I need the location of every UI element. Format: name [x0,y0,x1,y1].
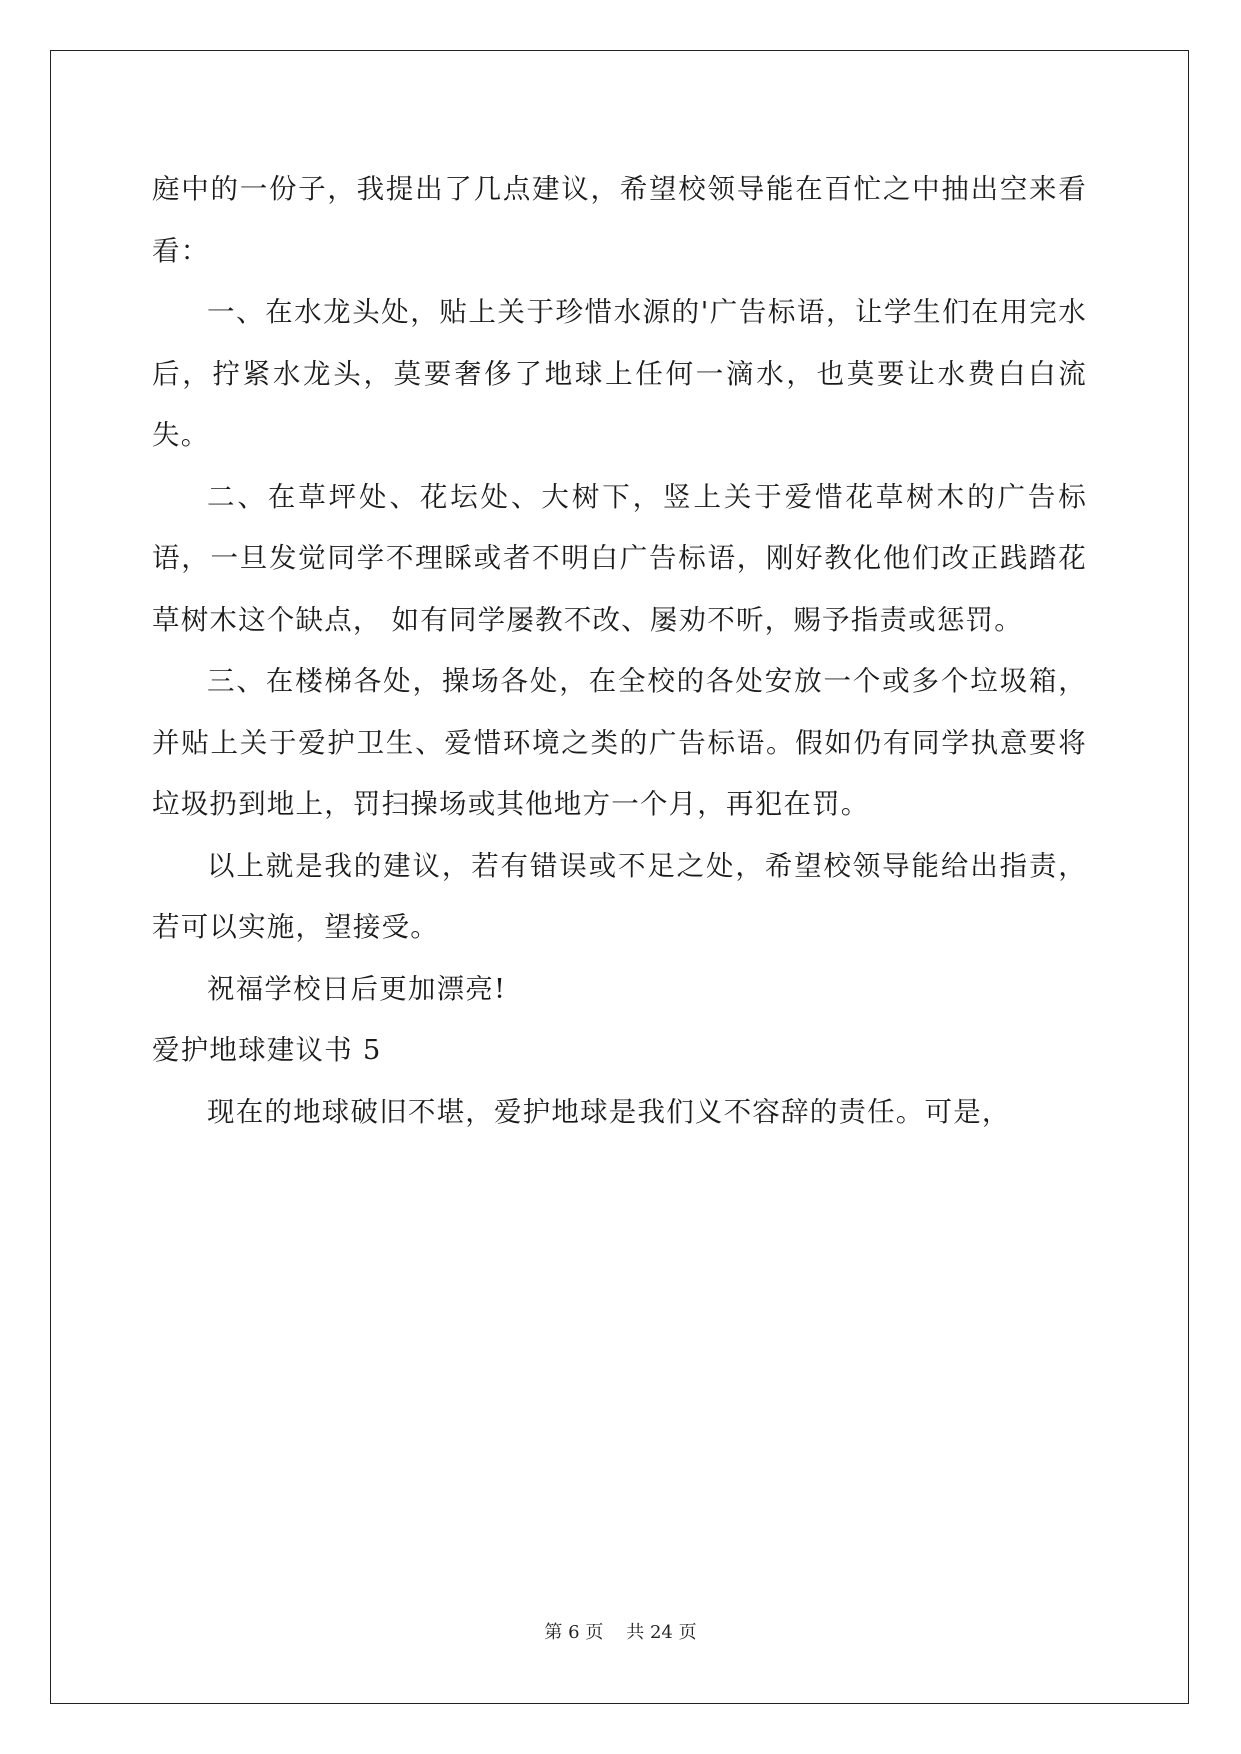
paragraph: 一、在水龙头处，贴上关于珍惜水源的'广告标语，让学生们在用完水后，拧紧水龙头，莫要奢侈了地球上任何一滴水，也莫要让水费白白流失。 [152,296,1087,451]
paragraph: 现在的地球破旧不堪，爱护地球是我们义不容辞的责任。可是， [207,1095,1011,1128]
page-total: 共 24 页 [626,1622,697,1643]
paragraph: 以上就是我的建议，若有错误或不足之处，希望校领导能给出指责，若可以实施，望接受。 [152,849,1087,943]
document-body [152,159,1087,1143]
paragraph: 庭中的一份子，我提出了几点建议，希望校领导能在百忙之中抽出空来看看： [152,173,1087,267]
page-number: 第 6 页 [544,1622,604,1643]
paragraph: 三、在楼梯各处，操场各处，在全校的各处安放一个或多个垃圾箱，并贴上关于爱护卫生、爱惜环境之类的广告标语。假如仍有同学执意要将垃圾扔到地上，罚扫操场或其他地方一个月，再犯在罚。 [152,665,1087,820]
paragraph: 祝福学校日后更加漂亮! [207,972,507,1005]
paragraph: 二、在草坪处、花坛处、大树下，竖上关于爱惜花草树木的广告标语，一旦发觉同学不理睬或者不明白广告标语，刚好教化他们改正践踏花草树木这个缺点， 如有同学屡教不改、屡劝不听，赐予指责或惩罚。 [152,480,1087,636]
section-heading: 爱护地球建议书 5 [152,1034,382,1066]
page-footer [0,1618,1241,1644]
